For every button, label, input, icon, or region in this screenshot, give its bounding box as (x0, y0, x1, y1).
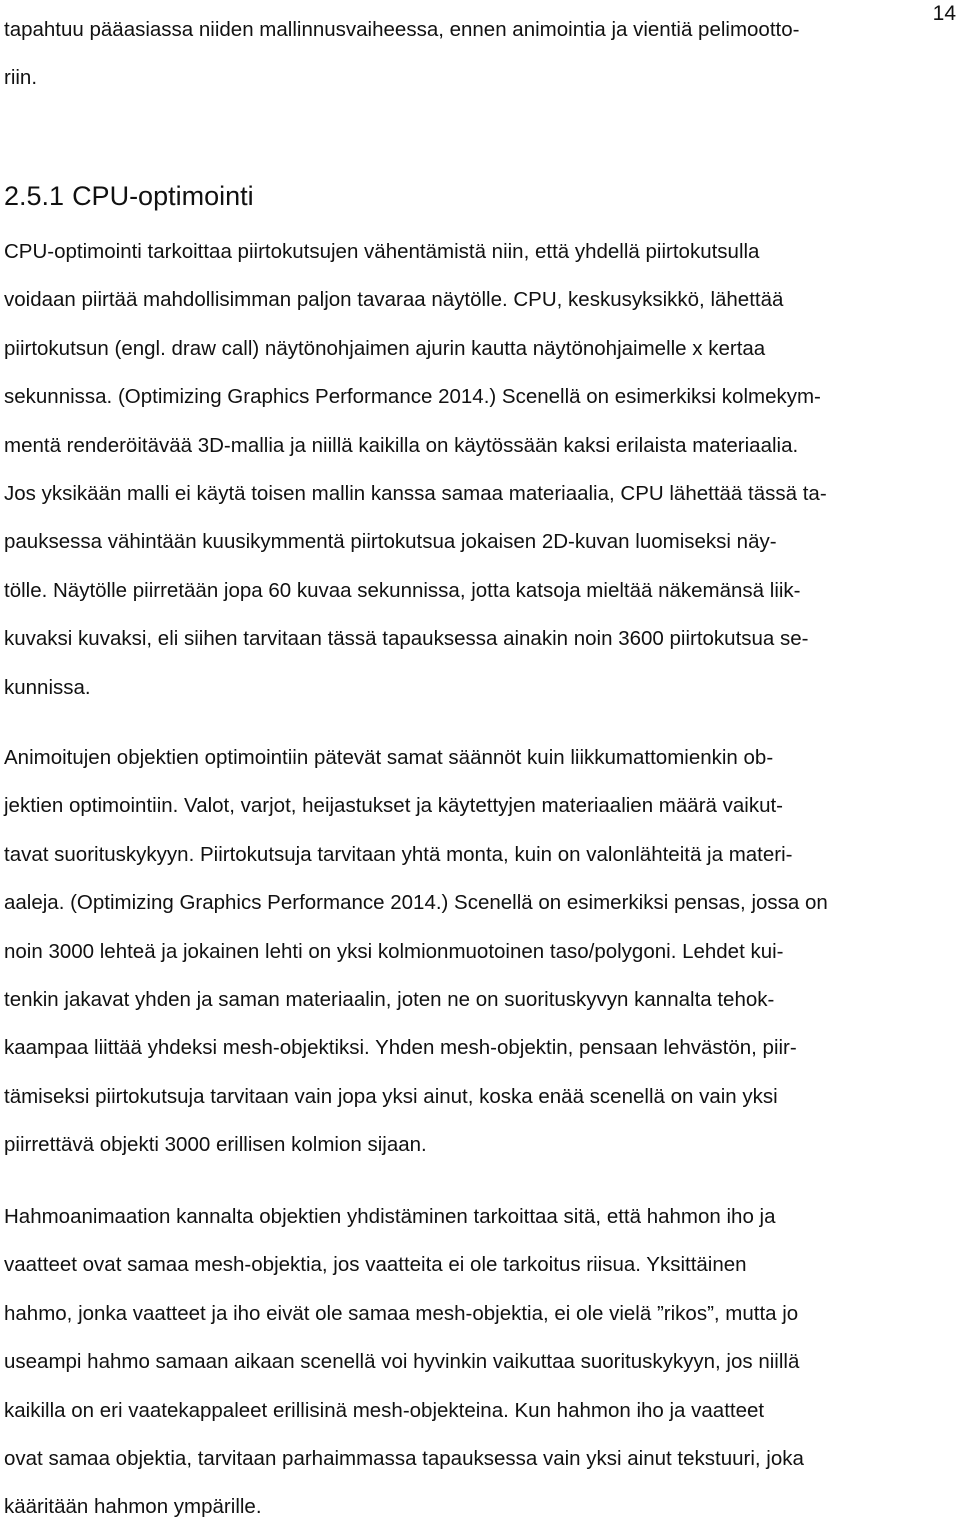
paragraph-cpu-optimization (4, 228, 958, 712)
text-line: riin. (4, 66, 38, 90)
text-line: ovat samaa objektia, tarvitaan parhaimmassa tapauksessa vain yksi ainut tekstuuri, joka (4, 1446, 804, 1470)
text-line: useampi hahmo samaan aikaan scenellä voi hyvinkin vaikuttaa suorituskykyyn, jos niillä (4, 1350, 800, 1374)
page-number: 14 (932, 2, 956, 25)
text-line: kaikilla on eri vaatekappaleet erillisinä mesh-objekteina. Kun hahmon iho ja vaatteet (4, 1398, 765, 1422)
text-line: pauksessa vähintään kuusikymmentä piirtokutsua jokaisen 2D-kuvan luomiseksi näy- (4, 530, 777, 554)
text-line: tämiseksi piirtokutsuja tarvitaan vain jopa yksi ainut, koska enää scenellä on vain yksi (4, 1084, 778, 1108)
text-line: aaleja. (Optimizing Graphics Performance 2014.) Scenellä on esimerkiksi pensas, jossa on (4, 891, 828, 915)
intro-paragraph (4, 6, 958, 103)
text-line: piirtokutsun (engl. draw call) näytönohjaimen ajurin kautta näytönohjaimelle x kertaa (4, 336, 766, 360)
text-line: kunnissa. (4, 675, 91, 699)
text-line: tenkin jakavat yhden ja saman materiaalin, joten ne on suorituskyvyn kannalta tehok- (4, 987, 775, 1011)
text-line: tapahtuu pääasiassa niiden mallinnusvaiheessa, ennen animointia ja vientiä pelimootto- (4, 18, 800, 41)
text-line: Animoitujen objektien optimointiin pätevät samat säännöt kuin liikkumattomienkin ob- (4, 746, 774, 769)
text-line: mentä renderöitävää 3D-mallia ja niillä kaikilla on käytössään kaksi erilaista materiaalia. (4, 433, 799, 457)
text-line: voidaan piirtää mahdollisimman paljon tavaraa näytölle. CPU, keskusyksikkö, lähettää (4, 288, 784, 312)
text-line: vaatteet ovat samaa mesh-objektia, jos vaatteita ei ole tarkoitus riisua. Yksittäinen (4, 1253, 747, 1277)
text-line: kaampaa liittää yhdeksi mesh-objektiksi. Yhden mesh-objektin, pensaan lehvästön, piir- (4, 1036, 797, 1060)
text-line: hahmo, jonka vaatteet ja iho eivät ole samaa mesh-objektia, ei ole vielä ”rikos”, mutta jo (4, 1301, 799, 1325)
text-line: tavat suorituskykyyn. Piirtokutsuja tarvitaan yhtä monta, kuin on valonlähteitä ja materi- (4, 842, 793, 866)
section-number: 2.5.1 (4, 181, 65, 211)
text-line: Jos yksikään malli ei käytä toisen mallin kanssa samaa materiaalia, CPU lähettää tässä ta- (4, 481, 827, 505)
text-line: piirrettävä objekti 3000 erillisen kolmion sijaan. (4, 1133, 427, 1157)
text-line: CPU-optimointi tarkoittaa piirtokutsujen vähentämistä niin, että yhdellä piirtokutsulla (4, 240, 760, 263)
text-line: sekunnissa. (Optimizing Graphics Performance 2014.) Scenellä on esimerkiksi kolmekym- (4, 385, 821, 409)
text-line: noin 3000 lehteä ja jokainen lehti on yksi kolmionmuotoinen taso/polygoni. Lehdet kui- (4, 939, 784, 963)
text-line: tölle. Näytölle piirretään jopa 60 kuvaa sekunnissa, jotta katsoja mieltää näkemänsä liik- (4, 578, 801, 602)
section-title: CPU-optimointi (72, 181, 254, 211)
text-line: Hahmoanimaation kannalta objektien yhdistäminen tarkoittaa sitä, että hahmon iho ja (4, 1205, 776, 1228)
paragraph-animated-objects (4, 734, 958, 1170)
paragraph-character-animation (4, 1193, 958, 1532)
text-line: jektien optimointiin. Valot, varjot, heijastukset ja käytettyjen materiaalien määrä vaikut- (4, 794, 783, 818)
text-line: kuvaksi kuvaksi, eli siihen tarvitaan tässä tapauksessa ainakin noin 3600 piirtokutsua se- (4, 627, 809, 651)
section-heading (4, 172, 254, 220)
text-line: kääritään hahmon ympärille. (4, 1495, 262, 1519)
